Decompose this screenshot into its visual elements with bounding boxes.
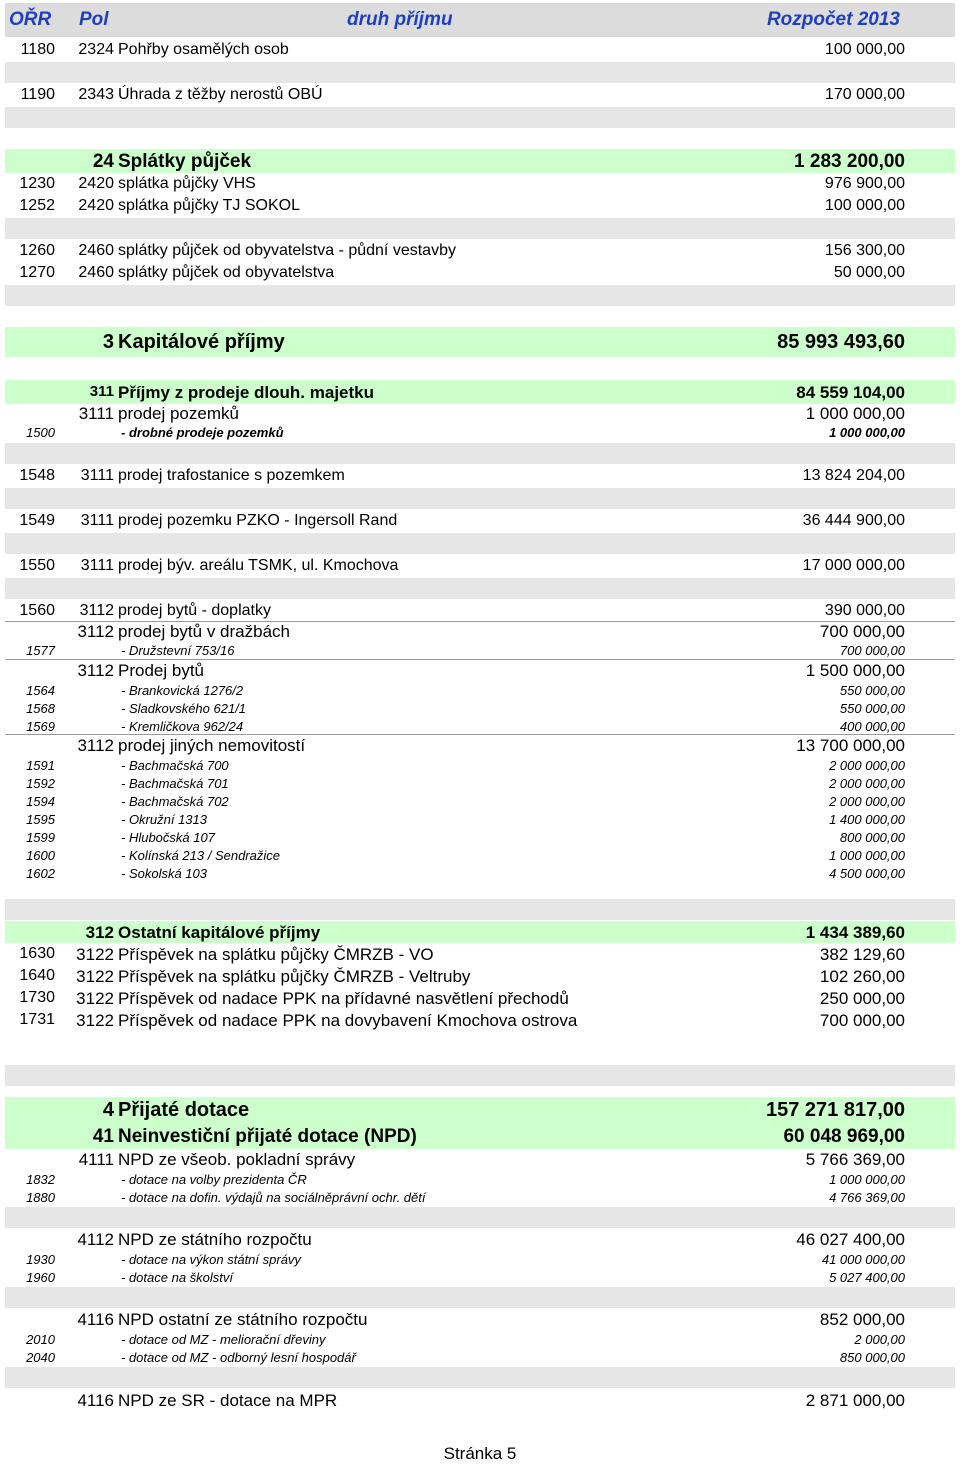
- item-name: prodej bytů - doplatky: [118, 602, 271, 619]
- pol-code: 2460: [78, 242, 114, 259]
- item-name: Neinvestiční přijaté dotace (NPD): [118, 1126, 417, 1147]
- item-name: - drobné prodeje pozemků: [121, 425, 284, 440]
- table-row: [5, 404, 955, 423]
- header-rozpocet: Rozpočet 2013: [766, 9, 900, 30]
- budget-value: 2 000 000,00: [829, 758, 905, 773]
- table-row: [5, 555, 955, 577]
- detail-row: [5, 423, 955, 442]
- budget-value: 2 871 000,00: [805, 1391, 905, 1410]
- budget-value: 13 824 204,00: [802, 467, 905, 484]
- item-name: NPD ze státního rozpočtu: [118, 1230, 312, 1249]
- table-row: [5, 84, 955, 106]
- pol-code: 4116: [77, 1391, 114, 1410]
- blank-row: [5, 129, 955, 149]
- budget-value: 852 000,00: [819, 1310, 905, 1329]
- item-name: Přijaté dotace: [118, 1099, 250, 1121]
- budget-value: 100 000,00: [824, 41, 905, 58]
- orr-code: 1500: [26, 425, 55, 440]
- table-row: [5, 987, 955, 1009]
- budget-value: 1 434 389,60: [805, 923, 905, 942]
- budget-value: 1 000 000,00: [805, 404, 905, 423]
- detail-row: [5, 810, 955, 828]
- spacer-row: [5, 1064, 955, 1087]
- group-row: [5, 149, 955, 173]
- group-row: [5, 1123, 955, 1149]
- orr-code: 1960: [26, 1270, 55, 1285]
- orr-code: 1270: [19, 264, 55, 281]
- page-number: Stránka 5: [443, 1444, 517, 1463]
- budget-value: 1 000 000,00: [829, 1172, 905, 1187]
- budget-value: 550 000,00: [839, 701, 905, 716]
- spacer-row: [5, 577, 955, 600]
- orr-code: 1560: [19, 602, 55, 619]
- page-footer: [0, 1444, 960, 1464]
- group-row: [5, 921, 955, 943]
- pol-code: 3: [102, 331, 114, 353]
- orr-code: 1577: [26, 643, 55, 658]
- item-name: Prodej bytů: [118, 661, 204, 680]
- item-name: NPD ostatní ze státního rozpočtu: [118, 1310, 368, 1329]
- budget-value: 85 993 493,60: [777, 331, 905, 353]
- detail-row: [5, 792, 955, 810]
- spacer-row: [5, 1286, 955, 1309]
- pol-code: 4112: [77, 1230, 114, 1249]
- orr-code: 1230: [19, 175, 55, 192]
- spacer-row: [5, 106, 955, 129]
- pol-code: 2460: [78, 264, 114, 281]
- budget-value: 5 027 400,00: [829, 1270, 905, 1285]
- pol-code: 3112: [77, 661, 114, 680]
- budget-value: 157 271 817,00: [765, 1099, 905, 1121]
- orr-code: 1595: [26, 812, 55, 827]
- item-name: prodej jiných nemovitostí: [118, 736, 306, 755]
- pol-code: 4: [102, 1099, 114, 1121]
- item-name: - Bachmačská 702: [121, 794, 229, 809]
- orr-code: 1548: [19, 467, 55, 484]
- detail-row: [5, 828, 955, 846]
- table-row: [5, 195, 955, 217]
- detail-row: [5, 846, 955, 864]
- spacer-row: [5, 487, 955, 510]
- orr-code: 1832: [26, 1172, 55, 1187]
- pol-code: 2343: [78, 86, 114, 103]
- item-name: prodej trafostanice s pozemkem: [118, 467, 345, 484]
- budget-value: 1 400 000,00: [829, 812, 905, 827]
- spacer-row: [5, 1206, 955, 1229]
- orr-code: 1599: [26, 830, 55, 845]
- pol-code: 3111: [80, 467, 114, 484]
- budget-rows: [5, 39, 955, 1411]
- orr-code: 1592: [26, 776, 55, 791]
- detail-row: [5, 774, 955, 792]
- spacer-row: [5, 898, 955, 921]
- detail-row: [5, 1250, 955, 1268]
- item-name: - dotace od MZ - meliorační dřeviny: [121, 1332, 326, 1347]
- budget-value: 700 000,00: [819, 622, 905, 641]
- budget-value: 700 000,00: [819, 1011, 905, 1030]
- pol-code: 3111: [80, 512, 114, 529]
- item-name: - Hlubočská 107: [121, 830, 215, 845]
- budget-value: 4 766 369,00: [829, 1190, 905, 1205]
- blank-row: [5, 1087, 955, 1097]
- budget-value: 976 900,00: [824, 175, 905, 192]
- item-name: Úhrada z těžby nerostů OBÚ: [118, 86, 323, 103]
- pol-code: 3122: [76, 989, 114, 1008]
- table-row: [5, 1309, 955, 1330]
- budget-value: 50 000,00: [833, 264, 905, 281]
- group-row: [5, 1097, 955, 1123]
- item-name: - Sladkovského 621/1: [121, 701, 247, 716]
- detail-row: [5, 864, 955, 882]
- item-name: splátka půjčky TJ SOKOL: [118, 197, 300, 214]
- spacer-row: [5, 442, 955, 465]
- orr-code: 1252: [19, 197, 55, 214]
- pol-code: 24: [92, 151, 114, 172]
- budget-value: 390 000,00: [824, 602, 905, 619]
- orr-code: 1602: [26, 866, 55, 881]
- orr-code: 1730: [19, 989, 55, 1006]
- budget-value: 46 027 400,00: [796, 1230, 905, 1249]
- table-row: [5, 660, 955, 681]
- pol-code: 2324: [78, 41, 114, 58]
- item-name: - dotace na výkon státní správy: [121, 1252, 301, 1267]
- orr-code: 1630: [19, 945, 55, 962]
- table-row: [5, 600, 955, 622]
- item-name: - Kremličkova 962/24: [121, 719, 244, 734]
- item-name: prodej pozemků: [118, 404, 239, 423]
- item-name: Ostatní kapitálové příjmy: [118, 923, 321, 942]
- pol-code: 41: [92, 1126, 114, 1147]
- pol-code: 2420: [78, 197, 114, 214]
- pol-code: 3111: [80, 557, 114, 574]
- pol-code: 3112: [77, 736, 114, 755]
- budget-value: 1 500 000,00: [805, 661, 905, 680]
- pol-code: 3122: [76, 945, 114, 964]
- budget-value: 36 444 900,00: [802, 512, 905, 529]
- budget-value: 800 000,00: [839, 830, 905, 845]
- orr-code: 1731: [19, 1011, 55, 1028]
- item-name: prodej pozemku PZKO - Ingersoll Rand: [118, 512, 398, 529]
- orr-code: 1190: [20, 86, 55, 103]
- pol-code: 4111: [78, 1150, 114, 1169]
- orr-code: 1930: [26, 1252, 55, 1267]
- pol-code: 3112: [77, 622, 114, 641]
- item-name: - Okružní 1313: [121, 812, 207, 827]
- table-row: [5, 240, 955, 262]
- detail-row: [5, 641, 955, 660]
- spacer-row: [5, 284, 955, 307]
- detail-row: [5, 717, 955, 735]
- budget-value: 100 000,00: [824, 197, 905, 214]
- spacer-row: [5, 217, 955, 240]
- detail-row: [5, 1170, 955, 1188]
- item-name: Příspěvek od nadace PPK na přídavné nasvětlení přechodů: [118, 989, 569, 1008]
- item-name: - dotace na školství: [121, 1270, 233, 1285]
- detail-row: [5, 1348, 955, 1366]
- pol-code: 3112: [79, 602, 114, 619]
- item-name: NPD ze všeob. pokladní správy: [118, 1150, 356, 1169]
- orr-code: 1591: [26, 758, 55, 773]
- item-name: Příspěvek na splátku půjčky ČMRZB - VO: [118, 945, 434, 964]
- budget-value: 400 000,00: [839, 719, 905, 734]
- item-name: - Brankovická 1276/2: [121, 683, 244, 698]
- orr-code: 1594: [26, 794, 55, 809]
- table-row: [5, 510, 955, 532]
- pol-code: 3111: [78, 404, 114, 423]
- orr-code: 1640: [19, 967, 55, 984]
- item-name: Splátky půjček: [118, 151, 252, 172]
- budget-value: 1 000 000,00: [829, 425, 905, 440]
- spacer-row: [5, 532, 955, 555]
- budget-value: 850 000,00: [839, 1350, 905, 1365]
- table-row: [5, 965, 955, 987]
- blank-row: [5, 307, 955, 327]
- table-row: [5, 465, 955, 487]
- table-row: [5, 1229, 955, 1250]
- detail-row: [5, 699, 955, 717]
- table-row: [5, 622, 955, 641]
- item-name: - dotace na volby prezidenta ČR: [121, 1172, 307, 1187]
- header-pol: Pol: [79, 9, 109, 30]
- budget-value: 170 000,00: [824, 86, 905, 103]
- orr-code: 1550: [19, 557, 55, 574]
- item-name: prodej bytů v dražbách: [118, 622, 290, 641]
- budget-value: 250 000,00: [819, 989, 905, 1008]
- orr-code: 1180: [20, 41, 55, 58]
- item-name: Příjmy z prodeje dlouh. majetku: [118, 383, 374, 402]
- budget-value: 700 000,00: [839, 643, 905, 658]
- budget-value: 41 000 000,00: [821, 1252, 905, 1267]
- pol-code: 4116: [77, 1310, 114, 1329]
- table-row: [5, 173, 955, 195]
- budget-value: 156 300,00: [824, 242, 905, 259]
- detail-row: [5, 756, 955, 774]
- item-name: Pohřby osamělých osob: [118, 41, 289, 58]
- item-name: splátka půjčky VHS: [118, 175, 256, 192]
- item-name: - dotace na dofin. výdajů na sociálněprávní ochr. dětí: [121, 1190, 426, 1205]
- budget-value: 382 129,60: [819, 945, 905, 964]
- budget-value: 2 000 000,00: [829, 776, 905, 791]
- item-name: - Bachmačská 701: [121, 776, 229, 791]
- table-row: [5, 1149, 955, 1170]
- budget-value: 60 048 969,00: [783, 1126, 905, 1147]
- group-row: [5, 380, 955, 404]
- blank-row: [5, 882, 955, 898]
- item-name: - Sokolská 103: [121, 866, 207, 881]
- pol-code: 311: [89, 383, 114, 400]
- budget-value: 13 700 000,00: [796, 736, 905, 755]
- table-row: [5, 262, 955, 284]
- detail-row: [5, 1330, 955, 1348]
- item-name: - Bachmačská 700: [121, 758, 229, 773]
- item-name: - Družstevní 753/16: [121, 643, 235, 658]
- group-row: [5, 327, 955, 357]
- pol-code: 2420: [78, 175, 114, 192]
- item-name: splátky půjček od obyvatelstva: [118, 264, 335, 281]
- orr-code: 1260: [19, 242, 55, 259]
- orr-code: 2010: [26, 1332, 55, 1347]
- item-name: Příspěvek na splátku půjčky ČMRZB - Veltruby: [118, 967, 471, 986]
- item-name: Příspěvek od nadace PPK na dovybavení Kmochova ostrova: [118, 1011, 578, 1030]
- table-row: [5, 943, 955, 965]
- spacer-row: [5, 1366, 955, 1389]
- detail-row: [5, 1188, 955, 1206]
- header-orr: OŘR: [9, 9, 52, 30]
- item-name: splátky půjček od obyvatelstva - půdní vestavby: [118, 242, 456, 259]
- spacer-row: [5, 61, 955, 84]
- orr-code: 1564: [26, 683, 55, 698]
- budget-sheet: [5, 3, 955, 1411]
- budget-value: 102 260,00: [819, 967, 905, 986]
- orr-code: 1880: [26, 1190, 55, 1205]
- table-row: [5, 39, 955, 61]
- table-row: [5, 1389, 955, 1411]
- item-name: prodej býv. areálu TSMK, ul. Kmochova: [118, 557, 399, 574]
- budget-value: 4 500 000,00: [829, 866, 905, 881]
- orr-code: 1600: [26, 848, 55, 863]
- item-name: - dotace od MZ - odborný lesní hospodář: [121, 1350, 356, 1365]
- header-druh: druh příjmu: [347, 9, 453, 30]
- table-row: [5, 1009, 955, 1031]
- budget-value: 5 766 369,00: [805, 1150, 905, 1169]
- blank-row: [5, 357, 955, 380]
- orr-code: 1568: [26, 701, 55, 716]
- detail-row: [5, 1268, 955, 1286]
- orr-code: 1569: [26, 719, 55, 734]
- orr-code: 2040: [26, 1350, 55, 1365]
- table-header: [5, 3, 955, 39]
- pol-code: 312: [85, 923, 114, 942]
- item-name: Kapitálové příjmy: [118, 331, 285, 353]
- orr-code: 1549: [19, 512, 55, 529]
- table-row: [5, 735, 955, 756]
- blank-row: [5, 1031, 955, 1064]
- pol-code: 3122: [76, 1011, 114, 1030]
- detail-row: [5, 681, 955, 699]
- budget-value: 2 000 000,00: [829, 794, 905, 809]
- item-name: - Kolínská 213 / Sendražice: [121, 848, 280, 863]
- budget-value: 1 283 200,00: [794, 151, 905, 172]
- budget-value: 1 000 000,00: [829, 848, 905, 863]
- pol-code: 3122: [76, 967, 114, 986]
- budget-value: 84 559 104,00: [796, 383, 905, 402]
- budget-value: 550 000,00: [839, 683, 905, 698]
- budget-value: 2 000,00: [854, 1332, 905, 1347]
- item-name: NPD ze SR - dotace na MPR: [118, 1391, 338, 1410]
- budget-value: 17 000 000,00: [802, 557, 905, 574]
